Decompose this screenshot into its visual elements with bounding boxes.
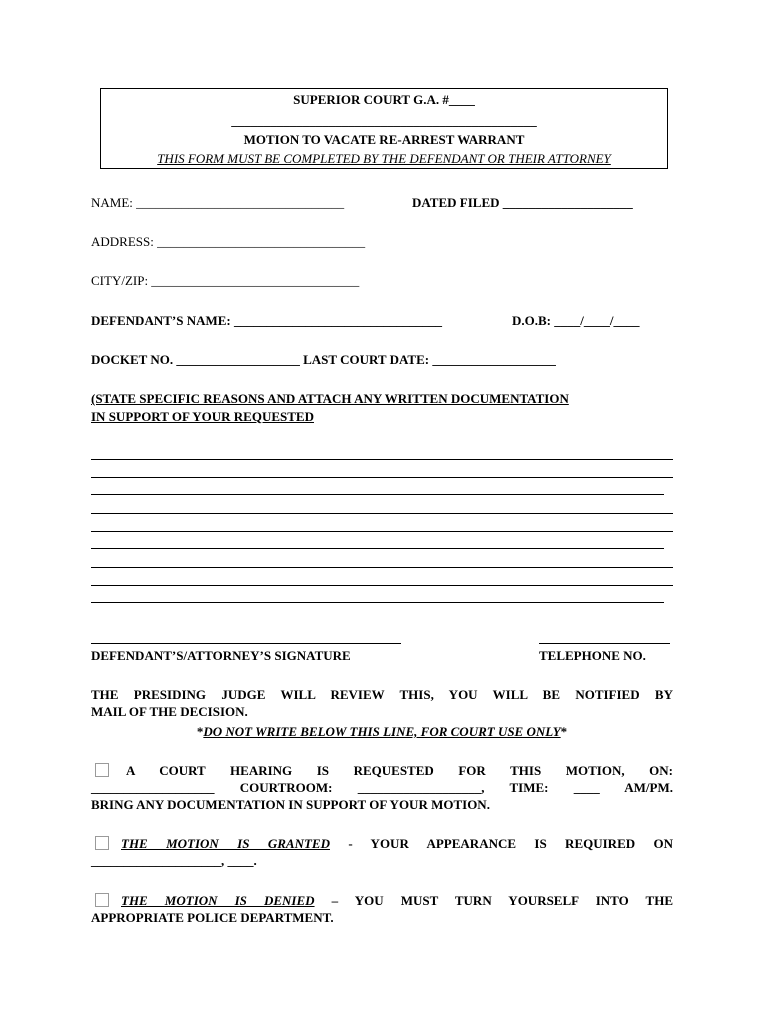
judge-review-notice: THE PRESIDING JUDGE WILL REVIEW THIS, YOU WILL BE NOTIFIED BY — [91, 687, 673, 702]
docket-and-court-date-field[interactable]: DOCKET NO. ___________________ LAST COURT DATE: ___________________ — [91, 352, 556, 367]
writing-line[interactable] — [91, 602, 664, 603]
hearing-details-line[interactable]: ___________________ COURTROOM: ___________________, TIME: ____ AM/PM. — [91, 780, 673, 795]
writing-line[interactable] — [91, 459, 673, 460]
court-use-only-banner: *DO NOT WRITE BELOW THIS LINE, FOR COURT USE ONLY* — [196, 724, 568, 739]
signature-line[interactable] — [91, 643, 401, 644]
writing-line[interactable] — [91, 477, 673, 478]
motion-granted-text: THE MOTION IS GRANTED - YOUR APPEARANCE IS REQUIRED ON — [121, 836, 673, 851]
writing-line[interactable] — [91, 494, 664, 495]
reasons-instruction-line-2: IN SUPPORT OF YOUR REQUESTED — [91, 409, 314, 424]
appearance-date-field[interactable]: ____________________, ____. — [91, 853, 257, 868]
hearing-requested-text: A COURT HEARING IS REQUESTED FOR THIS MOTION, ON: — [126, 763, 673, 778]
judge-review-notice-line-2: MAIL OF THE DECISION. — [91, 704, 248, 719]
telephone-label: TELEPHONE NO. — [539, 648, 646, 663]
address-field[interactable]: ADDRESS: ________________________________ — [91, 234, 366, 249]
writing-line[interactable] — [91, 585, 673, 586]
motion-denied-checkbox[interactable] — [95, 893, 109, 907]
hearing-documentation-note: BRING ANY DOCUMENTATION IN SUPPORT OF YOUR MOTION. — [91, 797, 490, 812]
telephone-line[interactable] — [539, 643, 670, 644]
name-field[interactable]: NAME: ________________________________ — [91, 195, 345, 210]
motion-granted-checkbox[interactable] — [95, 836, 109, 850]
signature-label: DEFENDANT’S/ATTORNEY’S SIGNATURE — [91, 648, 351, 663]
writing-line[interactable] — [91, 513, 673, 514]
police-department-note: APPROPRIATE POLICE DEPARTMENT. — [91, 910, 334, 925]
motion-denied-text: THE MOTION IS DENIED – YOU MUST TURN YOURSELF INTO THE — [121, 893, 673, 908]
form-instruction: THIS FORM MUST BE COMPLETED BY THE DEFENDANT OR THEIR ATTORNEY — [157, 151, 611, 166]
defendant-name-field[interactable]: DEFENDANT’S NAME: ________________________________ — [91, 313, 442, 328]
court-name-line: _______________________________________________ — [231, 113, 537, 128]
writing-line[interactable] — [91, 548, 664, 549]
reasons-instruction-line-1: (STATE SPECIFIC REASONS AND ATTACH ANY WRITTEN DOCUMENTATION — [91, 391, 569, 406]
dated-filed-field[interactable]: DATED FILED ____________________ — [412, 195, 633, 210]
writing-line[interactable] — [91, 567, 673, 568]
hearing-requested-checkbox[interactable] — [95, 763, 109, 777]
city-zip-field[interactable]: CITY/ZIP: ________________________________ — [91, 273, 360, 288]
court-heading: SUPERIOR COURT G.A. #____ — [293, 92, 475, 107]
dob-field[interactable]: D.O.B: ____/____/____ — [512, 313, 640, 328]
writing-line[interactable] — [91, 531, 673, 532]
form-title: MOTION TO VACATE RE-ARREST WARRANT — [243, 132, 525, 147]
